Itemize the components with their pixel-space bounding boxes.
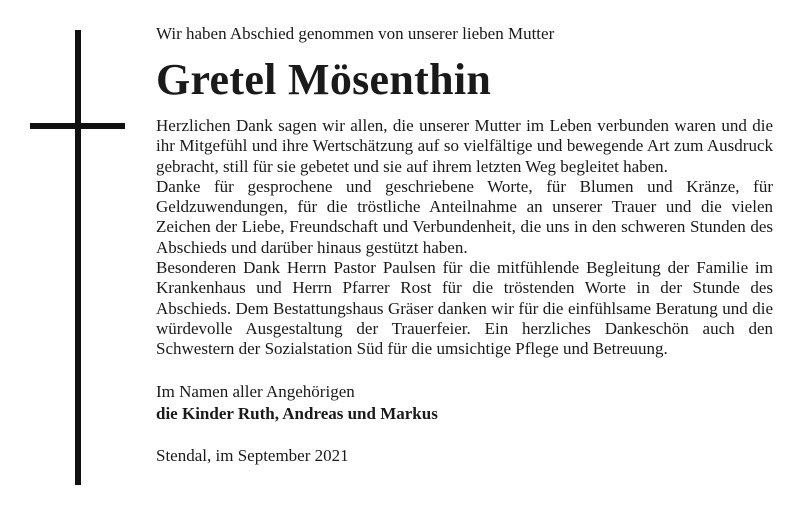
intro-line: Wir haben Abschied genommen von unserer lieben Mutter xyxy=(156,24,555,43)
paragraph-special-thanks: Besonderen Dank Herrn Pastor Paulsen für die mitfühlende Begleitung der Familie im Krankenhaus und Herrn Pfarrer Rost für die tröstenden Worte in der Stunde des Abschieds. Dem Bestattungshaus Gräser danken wir für die einfühlsame Beratung und die würdevolle Ausgestaltung der Trauerfeier. Ein herzliches Dankeschön auch den Schwestern der Sozialstation Süd für die umsichtige Pflege und Betreuung. xyxy=(156,258,773,359)
thank-you-text xyxy=(156,116,773,360)
paragraph-condolences: Danke für gesprochene und geschriebene Worte, für Blumen und Kränze, für Geldzuwendungen, für die tröstliche Anteilnahme an unserer Trauer und die vielen Zeichen der Liebe, Freundschaft und Verbundenheit, die uns in den schweren Stunden des Abschieds und darüber hinaus gestützt haben. xyxy=(156,176,773,257)
closing-line: Im Namen aller Angehörigen xyxy=(156,381,355,401)
deceased-name: Gretel Mösenthin xyxy=(156,55,492,104)
place-date: Stendal, im September 2021 xyxy=(156,445,349,465)
cross-icon-bar xyxy=(30,123,125,129)
cross-icon xyxy=(75,30,81,485)
paragraph-thanks: Herzlichen Dank sagen wir allen, die unserer Mutter im Leben verbunden waren und die ihr Mitgefühl und ihre Wertschätzung auf so vielfältige und bewegende Art zum Ausdruck gebracht, still für sie gebetet und sie auf ihrem letzten Weg begleitet haben. xyxy=(156,116,773,176)
signers: die Kinder Ruth, Andreas und Markus xyxy=(156,403,438,423)
closing-block xyxy=(156,381,773,425)
notice-content xyxy=(156,22,773,467)
